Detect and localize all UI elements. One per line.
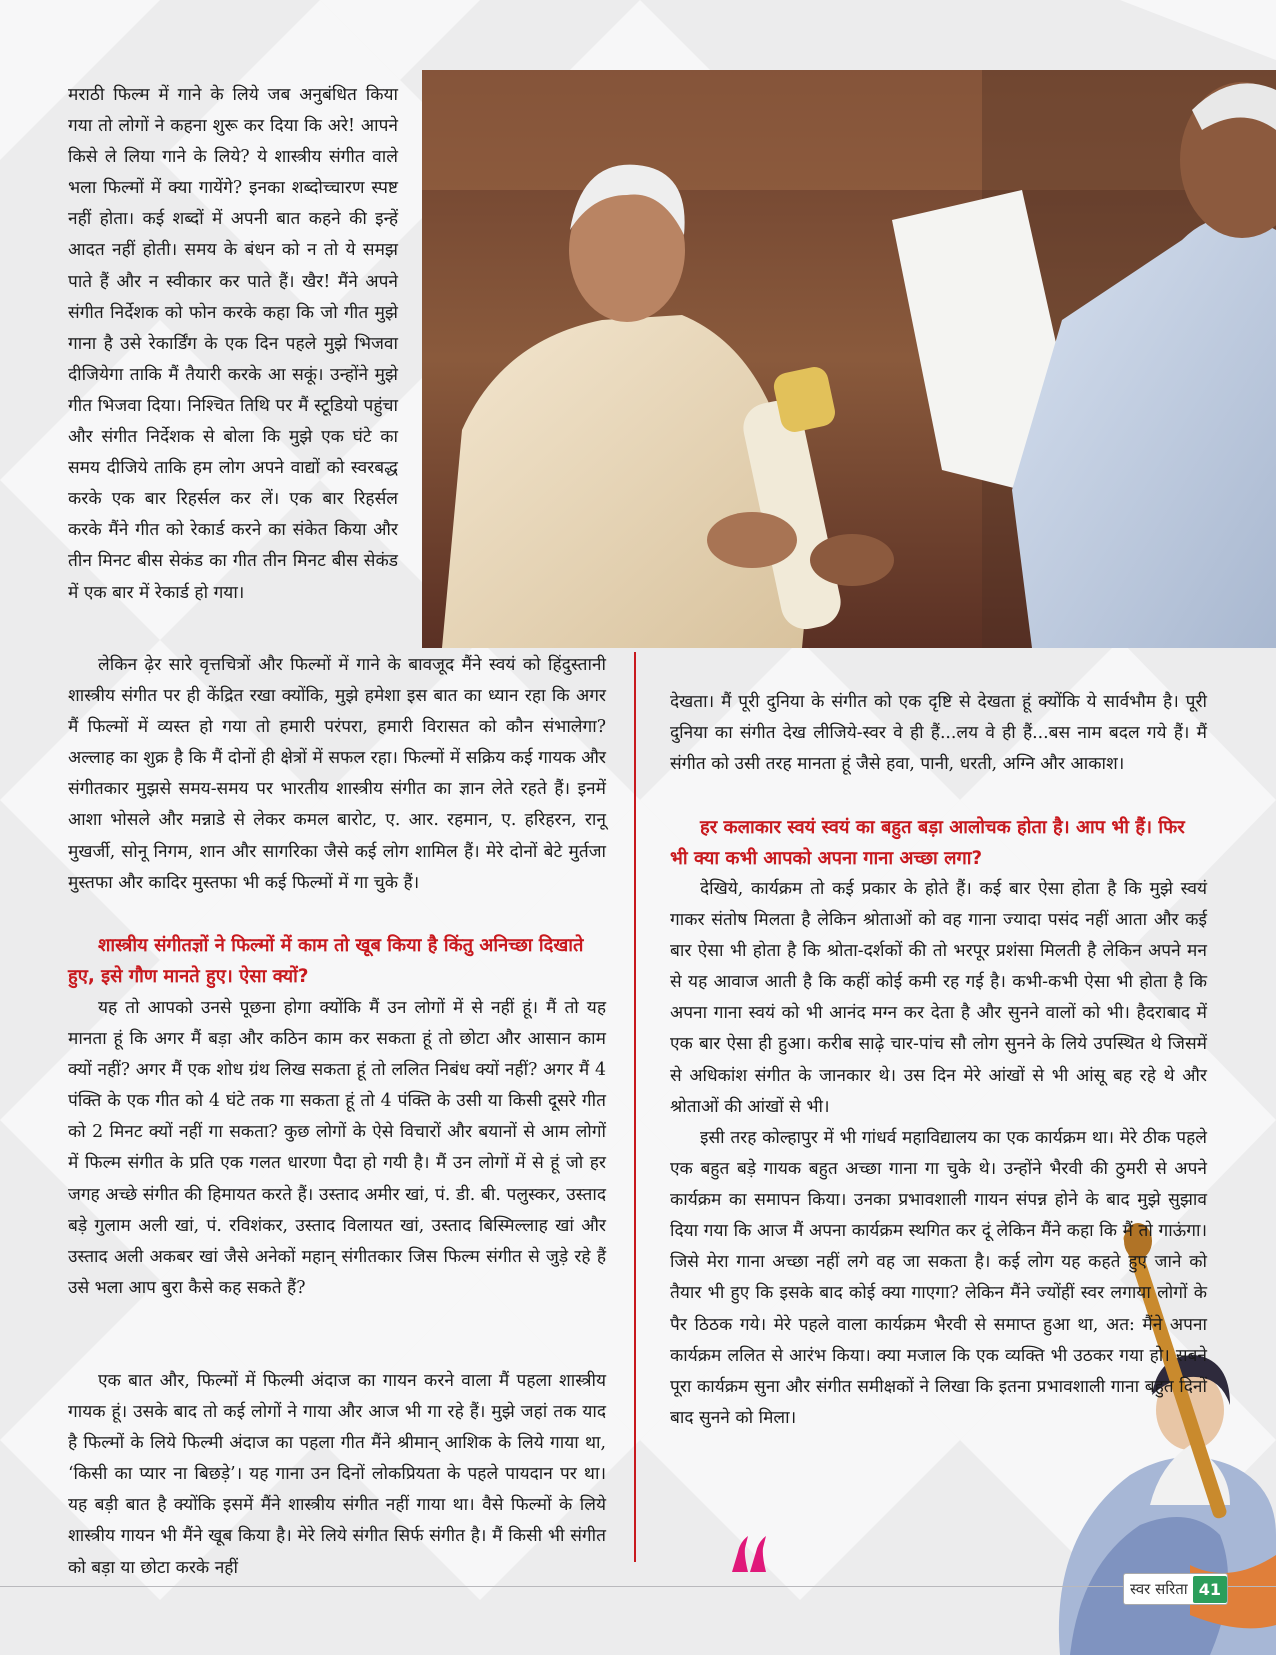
article-paragraph: देखिये, कार्यक्रम तो कई प्रकार के होते हैं। कई बार ऐसा होता है कि मुझे स्वयं गाकर संतोष मिलता है लेकिन श्रोताओं को वह गाना ज्यादा पसंद नहीं आता और कई बार ऐसा भी होता है कि श्रोता-दर्शकों की तो भरपूर प्रशंसा मिलती है लेकिन अपने मन से यह आवाज आती है कि कहीं कोई कमी रह गई है। कभी-कभी ऐसा भी होता है कि अपना गाना स्वयं को भी आनंद मग्न कर देता है और सुनने वालों को भी। हैदराबाद में एक बार ऐसा ही हुआ। करीब साढ़े चार-पांच सौ लोग सुनने के लिये उपस्थित थे जिसमें से अधिकांश संगीत के जानकार थे। उस दिन मेरे आंखों से भी आंसू बह रहे थे और श्रोताओं की आंखों से भी। — [670, 879, 1207, 1117]
article-paragraph: मराठी फिल्म में गाने के लिये जब अनुबंधित किया गया तो लोगों ने कहना शुरू कर दिया कि अरे! आपने किसे ले लिया गाने के लिये? ये शास्त्रीय संगीत वाले भला फिल्मों में क्या गायेंगे? इनका शब्दोच्चारण स्पष्ट नहीं होता। कई शब्दों में अपनी बात कहने की इन्हें आदत नहीं होती। समय के बंधन को न तो ये समझ पाते हैं और न स्वीकार कर पाते हैं। खैर! मैंने अपने संगीत निर्देशक को फोन करके कहा कि जो गीत मुझे गाना है उसे रेकार्डिंग के एक दिन पहले मुझे भिजवा दीजियेगा ताकि मैं तैयारी करके आ सकूं। उन्होंने मुझे गीत भिजवा दिया। निश्चित तिथि पर मैं स्टूडियो पहुंचा और संगीत निर्देशक से बोला कि मुझे एक घंटे का समय दीजिये ताकि हम लोग अपने वाद्यों को स्वरबद्ध करके एक बार रिहर्सल कर लें। एक बार रिहर्सल करके मैंने गीत को रेकार्ड करने का संकेत किया और तीन मिनट बीस सेकंड का गीत तीन मिनट बीस सेकंड में एक बार में रेकार्ड हो गया। — [68, 85, 398, 603]
page-number: 41 — [1193, 1576, 1227, 1603]
footer-rule — [0, 1586, 1276, 1587]
column-divider — [634, 652, 636, 1562]
interview-question: शास्त्रीय संगीतज्ञों ने फिल्मों में काम तो खूब किया है किंतु अनिच्छा दिखाते हुए, इसे गौण मानते हुए। ऐसा क्यों? — [68, 935, 584, 988]
article-paragraph: इसी तरह कोल्हापुर में भी गांधर्व महाविद्यालय का एक कार्यक्रम था। मेरे ठीक पहले एक बहुत बड़े गायक बहुत अच्छा गाना गा चुके थे। उन्होंने भैरवी की ठुमरी से अपने कार्यक्रम का समापन किया। उनका प्रभावशाली गायन संपन्न होने के बाद मुझे सुझाव दिया गया कि आज मैं अपना कार्यक्रम स्थगित कर दूं लेकिन मैंने कहा कि मैं तो गाऊंगा। जिसे मेरा गाना अच्छा नहीं लगे वह जा सकता है। कई लोग यह कहते हुए जाने को तैयार भी हुए कि इसके बाद कोई क्या गाएगा? लेकिन मैंने ज्योंहीं स्वर लगाया लोगों के पैर ठिठक गये। मेरे पहले वाला कार्यक्रम भैरवी से समाप्त हुआ था, अत: मैंने अपना कार्यक्रम ललित से आरंभ किया। क्या मजाल कि एक व्यक्ति भी उठकर गया हो। सबने पूरा कार्यक्रम सुना और संगीत समीक्षकों ने लिखा कि इतना प्रभावशाली गाना बहुत दिनों बाद सुनने को मिला। — [670, 1128, 1207, 1428]
quote-mark-icon — [730, 1532, 770, 1574]
article-paragraph: देखता। मैं पूरी दुनिया के संगीत को एक दृष्टि से देखता हूं क्योंकि ये सार्वभौम है। पूरी दुनिया का संगीत देख लीजिये-स्वर वे ही हैं...लय वे ही हैं...बस नाम बदल गये हैं। मैं संगीत को उसी तरह मानता हूं जैसे हवा, पानी, धरती, अग्नि और आकाश। — [670, 692, 1207, 775]
interview-question: हर कलाकार स्वयं स्वयं का बहुत बड़ा आलोचक होता है। आप भी हैं। फिर भी क्या कभी आपको अपना गाना अच्छा लगा? — [670, 817, 1185, 870]
magazine-name: स्वर सरिता — [1130, 1580, 1188, 1598]
article-paragraph: एक बात और, फिल्मों में फिल्मी अंदाज का गायन करने वाला मैं पहला शास्त्रीय गायक हूं। उसके बाद तो कई लोगों ने गाया और आज भी गा रहे हैं। मुझे जहां तक याद है फिल्मों के लिये फिल्मी अंदाज का पहला गीत मैंने श्रीमान् आशिक के लिये गाया था, ‘किसी का प्यार ना बिछड़े’। यह गाना उन दिनों लोकप्रियता के पहले पायदान पर था। यह बड़ी बात है क्योंकि इसमें मैंने शास्त्रीय संगीत नहीं गाया था। वैसे फिल्मों के लिये शास्त्रीय गायन भी मैंने खूब किया है। मेरे लिये संगीत सिर्फ संगीत है। मैं किसी भी संगीत को बड़ा या छोटा करके नहीं — [68, 1371, 606, 1578]
page-footer — [1123, 1573, 1228, 1605]
article-paragraph: लेकिन ढ़ेर सारे वृत्तचित्रों और फिल्मों में गाने के बावजूद मैंने स्वयं को हिंदुस्तानी शास्त्रीय संगीत पर ही केंद्रित रखा क्योंकि, मुझे हमेशा इस बात का ध्यान रहा कि अगर मैं फिल्मों में व्यस्त हो गया तो हमारी परंपरा, हमारी विरासत को कौन संभालेगा? अल्लाह का शुक्र है कि मैं दोनों ही क्षेत्रों में सफल रहा। फिल्मों में सक्रिय कई गायक और संगीतकार मुझसे समय-समय पर भारतीय शास्त्रीय संगीत का ज्ञान लेते रहते हैं। इनमें आशा भोसले और मन्नाडे से लेकर कमल बारोट, ए. आर. रहमान, ए. हरिहरन, रानू मुखर्जी, सोनू निगम, शान और सागरिका जैसे कई लोग शामिल हैं। मेरे दोनों बेटे मुर्तजा मुस्तफा और कादिर मुस्तफा भी कई फिल्मों में गा चुके हैं। — [68, 655, 606, 893]
article-paragraph: यह तो आपको उनसे पूछना होगा क्योंकि मैं उन लोगों में से नहीं हूं। मैं तो यह मानता हूं कि अगर मैं बड़ा और कठिन काम कर सकता हूं तो छोटा और आसान काम क्यों नहीं? अगर मैं एक शोध ग्रंथ लिख सकता हूं तो ललित निबंध क्यों नहीं? अगर मैं 4 पंक्ति के एक गीत को 4 घंटे तक गा सकता हूं तो 4 पंक्ति के उसी या किसी दूसरे गीत को 2 मिनट क्यों नहीं गा सकता? कुछ लोगों के ऐसे विचारों और बयानों से आम लोगों में फिल्म संगीत के प्रति एक गलत धारणा पैदा हो गयी है। मैं उन लोगों में से हूं जो हर जगह अच्छे संगीत की हिमायत करते हैं। उस्ताद अमीर खां, पं. डी. बी. पलुस्कर, उस्ताद बड़े गुलाम अली खां, पं. रविशंकर, उस्ताद विलायत खां, उस्ताद बिस्मिल्लाह खां और उस्ताद अली अकबर खां जैसे अनेकों महान् संगीतकार जिस फिल्म संगीत से जुड़े रहे हैं उसे भला आप बुरा कैसे कह सकते हैं? — [68, 998, 606, 1298]
award-ceremony-photo — [422, 70, 1276, 648]
